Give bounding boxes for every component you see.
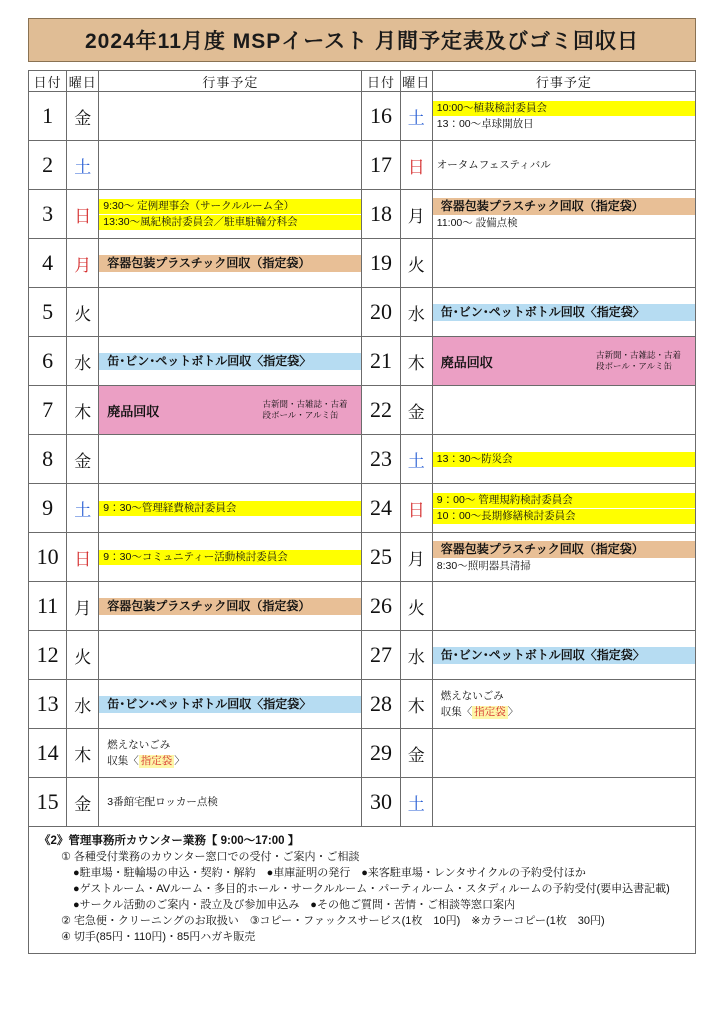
date-cell: 8 <box>29 435 67 484</box>
table-row <box>29 141 696 190</box>
event-list <box>433 778 695 826</box>
event-line <box>99 754 361 769</box>
day-of-week-cell: 火 <box>67 631 99 680</box>
header-date-right: 日付 <box>362 71 400 92</box>
event-list <box>99 288 361 336</box>
day-of-week-cell: 金 <box>67 92 99 141</box>
note-line-5: ●サークル活動のご案内・設立及び参加申込み ●その他ご質問・苦情・ご相談等窓口案内 <box>73 899 515 911</box>
day-of-week-cell: 日 <box>67 533 99 582</box>
day-of-week-cell: 木 <box>400 337 432 386</box>
day-of-week-cell: 火 <box>400 582 432 631</box>
date-cell: 17 <box>362 141 400 190</box>
event-list <box>433 533 695 581</box>
table-header-row <box>29 71 696 92</box>
note-line-1: 《2》管理事務所カウンター業務【 9:00〜17:00 】 <box>39 835 300 847</box>
date-cell: 11 <box>29 582 67 631</box>
event-subtext <box>262 399 361 421</box>
events-cell <box>432 484 695 533</box>
date-cell: 15 <box>29 778 67 827</box>
date-cell: 10 <box>29 533 67 582</box>
events-cell <box>99 288 362 337</box>
header-events-right: 行事予定 <box>432 71 695 92</box>
events-cell <box>99 386 362 435</box>
office-services-note <box>28 827 696 954</box>
event-list <box>433 631 695 679</box>
events-cell <box>99 190 362 239</box>
events-cell <box>432 337 695 386</box>
events-cell <box>432 729 695 778</box>
event-list <box>99 484 361 532</box>
date-cell: 24 <box>362 484 400 533</box>
event-line: 10：00〜長期修繕検討委員会 <box>433 509 695 524</box>
event-subtext-line: 古新聞・古雑誌・古着 <box>595 350 681 360</box>
day-of-week-cell: 土 <box>67 141 99 190</box>
header-dow-left: 曜日 <box>67 71 99 92</box>
event-list <box>99 729 361 777</box>
recycle-collection-banner <box>99 386 361 434</box>
event-list <box>99 337 361 385</box>
date-cell: 29 <box>362 729 400 778</box>
table-row <box>29 680 696 729</box>
table-row <box>29 778 696 827</box>
event-subtext-line: 古新聞・古雑誌・古着 <box>262 399 348 409</box>
event-subtext-line: 段ボール・アルミ缶 <box>262 410 339 420</box>
calendar-body <box>29 92 696 827</box>
event-line: 9:30〜 定例理事会（サークルルーム全） <box>99 199 361 214</box>
table-row <box>29 92 696 141</box>
date-cell: 5 <box>29 288 67 337</box>
header-dow-right: 曜日 <box>400 71 432 92</box>
event-line-part: 〉 <box>507 705 519 718</box>
date-cell: 26 <box>362 582 400 631</box>
event-line: 缶･ビン･ペットボトル回収〈指定袋〉 <box>433 304 695 321</box>
table-row <box>29 729 696 778</box>
day-of-week-cell: 木 <box>400 680 432 729</box>
events-cell <box>99 680 362 729</box>
events-cell <box>432 92 695 141</box>
event-line: 8:30〜照明器具清掃 <box>436 559 531 572</box>
table-row <box>29 533 696 582</box>
date-cell: 6 <box>29 337 67 386</box>
event-line: 缶･ビン･ペットボトル回収〈指定袋〉 <box>99 353 361 370</box>
date-cell: 22 <box>362 386 400 435</box>
header-date-left: 日付 <box>29 71 67 92</box>
date-cell: 2 <box>29 141 67 190</box>
day-of-week-cell: 月 <box>67 239 99 288</box>
table-row <box>29 435 696 484</box>
events-cell <box>432 435 695 484</box>
table-row <box>29 190 696 239</box>
date-cell: 12 <box>29 631 67 680</box>
events-cell <box>432 680 695 729</box>
events-cell <box>432 141 695 190</box>
events-cell <box>432 288 695 337</box>
event-line: 燃えないごみ <box>107 738 171 751</box>
events-cell <box>99 484 362 533</box>
date-cell: 9 <box>29 484 67 533</box>
event-line: 9：30〜管理経費検討委員会 <box>99 501 361 516</box>
date-cell: 23 <box>362 435 400 484</box>
date-cell: 14 <box>29 729 67 778</box>
event-list <box>433 288 695 336</box>
event-line-part: 収集〈 <box>107 754 139 767</box>
event-line <box>433 705 695 720</box>
day-of-week-cell: 日 <box>67 190 99 239</box>
event-list <box>433 729 695 777</box>
day-of-week-cell: 土 <box>400 778 432 827</box>
event-line: 3番館宅配ロッカー点検 <box>107 795 218 808</box>
event-line: 11:00〜 設備点検 <box>436 216 518 229</box>
day-of-week-cell: 土 <box>400 92 432 141</box>
page-title: 2024年11月度 MSPイースト 月間予定表及びゴミ回収日 <box>84 30 640 53</box>
event-list <box>433 582 695 630</box>
date-cell: 19 <box>362 239 400 288</box>
event-line: 缶･ビン･ペットボトル回収〈指定袋〉 <box>433 647 695 664</box>
date-cell: 30 <box>362 778 400 827</box>
note-line-4: ●ゲストルーム・AVルーム・多目的ホール・サークルルーム・パーティルーム・スタディルームの予約受付(要申込書記載) <box>73 883 670 895</box>
table-row <box>29 386 696 435</box>
designated-bag-highlight: 指定袋 <box>474 705 506 718</box>
event-list <box>433 680 695 728</box>
day-of-week-cell: 金 <box>67 435 99 484</box>
event-subtext <box>596 350 695 372</box>
event-line: 13：00〜卓球開放日 <box>436 117 534 130</box>
event-line-part: 〉 <box>174 754 185 767</box>
event-list <box>433 239 695 287</box>
event-line-part: 収集〈 <box>440 705 473 718</box>
day-of-week-cell: 月 <box>400 190 432 239</box>
day-of-week-cell: 水 <box>400 631 432 680</box>
day-of-week-cell: 月 <box>67 582 99 631</box>
event-list <box>99 680 361 728</box>
event-title: 廃品回収 <box>440 354 493 370</box>
event-subtext-line: 段ボール・アルミ缶 <box>595 361 672 371</box>
header-events-left: 行事予定 <box>99 71 362 92</box>
event-line: 13：30〜防災会 <box>433 452 695 467</box>
events-cell <box>99 92 362 141</box>
event-title: 廃品回収 <box>107 403 160 419</box>
day-of-week-cell: 土 <box>400 435 432 484</box>
date-cell: 21 <box>362 337 400 386</box>
monthly-calendar-table <box>28 70 696 827</box>
date-cell: 28 <box>362 680 400 729</box>
event-list <box>99 435 361 483</box>
date-cell: 1 <box>29 92 67 141</box>
event-list <box>99 92 361 140</box>
event-list <box>433 190 695 238</box>
events-cell <box>99 582 362 631</box>
event-line: 9：30〜コミュニティー活動検討委員会 <box>99 550 361 565</box>
day-of-week-cell: 金 <box>67 778 99 827</box>
day-of-week-cell: 水 <box>67 680 99 729</box>
events-cell <box>432 190 695 239</box>
table-row <box>29 337 696 386</box>
event-line: 10:00〜植栽検討委員会 <box>433 101 695 116</box>
event-list <box>99 582 361 630</box>
event-list <box>433 484 695 532</box>
day-of-week-cell: 水 <box>400 288 432 337</box>
day-of-week-cell: 土 <box>67 484 99 533</box>
date-cell: 4 <box>29 239 67 288</box>
event-line: 9：00〜 管理規約検討委員会 <box>433 493 695 508</box>
date-cell: 18 <box>362 190 400 239</box>
table-row <box>29 582 696 631</box>
date-cell: 16 <box>362 92 400 141</box>
note-line-3: ●駐車場・駐輪場の申込・契約・解約 ●車庫証明の発行 ●来客駐車場・レンタサイクルの予約受付ほか <box>73 867 586 879</box>
note-line-2: ① 各種受付業務のカウンター窓口での受付・ご案内・ご相談 <box>61 851 360 863</box>
events-cell <box>99 533 362 582</box>
events-cell <box>432 533 695 582</box>
day-of-week-cell: 日 <box>400 484 432 533</box>
event-list <box>433 141 695 189</box>
events-cell <box>99 337 362 386</box>
events-cell <box>432 239 695 288</box>
event-line: 13:30〜風紀検討委員会／駐車駐輪分科会 <box>99 215 361 230</box>
event-list <box>99 239 361 287</box>
designated-bag-highlight: 指定袋 <box>140 754 173 767</box>
event-list <box>433 386 695 434</box>
events-cell <box>99 778 362 827</box>
events-cell <box>432 582 695 631</box>
date-cell: 25 <box>362 533 400 582</box>
date-cell: 7 <box>29 386 67 435</box>
event-list <box>99 778 361 826</box>
event-list <box>433 435 695 483</box>
date-cell: 27 <box>362 631 400 680</box>
event-list <box>99 533 361 581</box>
events-cell <box>99 729 362 778</box>
day-of-week-cell: 月 <box>400 533 432 582</box>
day-of-week-cell: 日 <box>400 141 432 190</box>
events-cell <box>99 141 362 190</box>
events-cell <box>432 386 695 435</box>
event-line: 燃えないごみ <box>440 689 504 702</box>
event-line: 容器包装プラスチック回収（指定袋） <box>99 255 361 272</box>
day-of-week-cell: 金 <box>400 386 432 435</box>
note-line-6: ② 宅急便・クリーニングのお取扱い ③コピー・ファックスサービス(1枚 10円) ※カラーコピー(1枚 30円) <box>61 915 605 927</box>
day-of-week-cell: 木 <box>67 729 99 778</box>
event-line: 容器包装プラスチック回収（指定袋） <box>433 198 695 215</box>
event-list <box>99 631 361 679</box>
events-cell <box>99 435 362 484</box>
day-of-week-cell: 木 <box>67 386 99 435</box>
events-cell <box>99 631 362 680</box>
event-list <box>99 190 361 238</box>
day-of-week-cell: 水 <box>67 337 99 386</box>
table-row <box>29 288 696 337</box>
date-cell: 13 <box>29 680 67 729</box>
events-cell <box>99 239 362 288</box>
event-line: 容器包装プラスチック回収（指定袋） <box>99 598 361 615</box>
note-line-7: ④ 切手(85円・110円)・85円ハガキ販売 <box>61 931 256 943</box>
table-row <box>29 484 696 533</box>
event-line: オータムフェスティバル <box>436 158 551 171</box>
event-list <box>99 141 361 189</box>
events-cell <box>432 778 695 827</box>
date-cell: 20 <box>362 288 400 337</box>
recycle-collection-banner <box>433 337 695 385</box>
table-row <box>29 239 696 288</box>
day-of-week-cell: 金 <box>400 729 432 778</box>
date-cell: 3 <box>29 190 67 239</box>
day-of-week-cell: 火 <box>400 239 432 288</box>
events-cell <box>432 631 695 680</box>
event-line: 容器包装プラスチック回収（指定袋） <box>433 541 695 558</box>
day-of-week-cell: 火 <box>67 288 99 337</box>
page-title-bar <box>28 18 696 62</box>
table-row <box>29 631 696 680</box>
event-list <box>433 92 695 140</box>
event-line: 缶･ビン･ペットボトル回収〈指定袋〉 <box>99 696 361 713</box>
